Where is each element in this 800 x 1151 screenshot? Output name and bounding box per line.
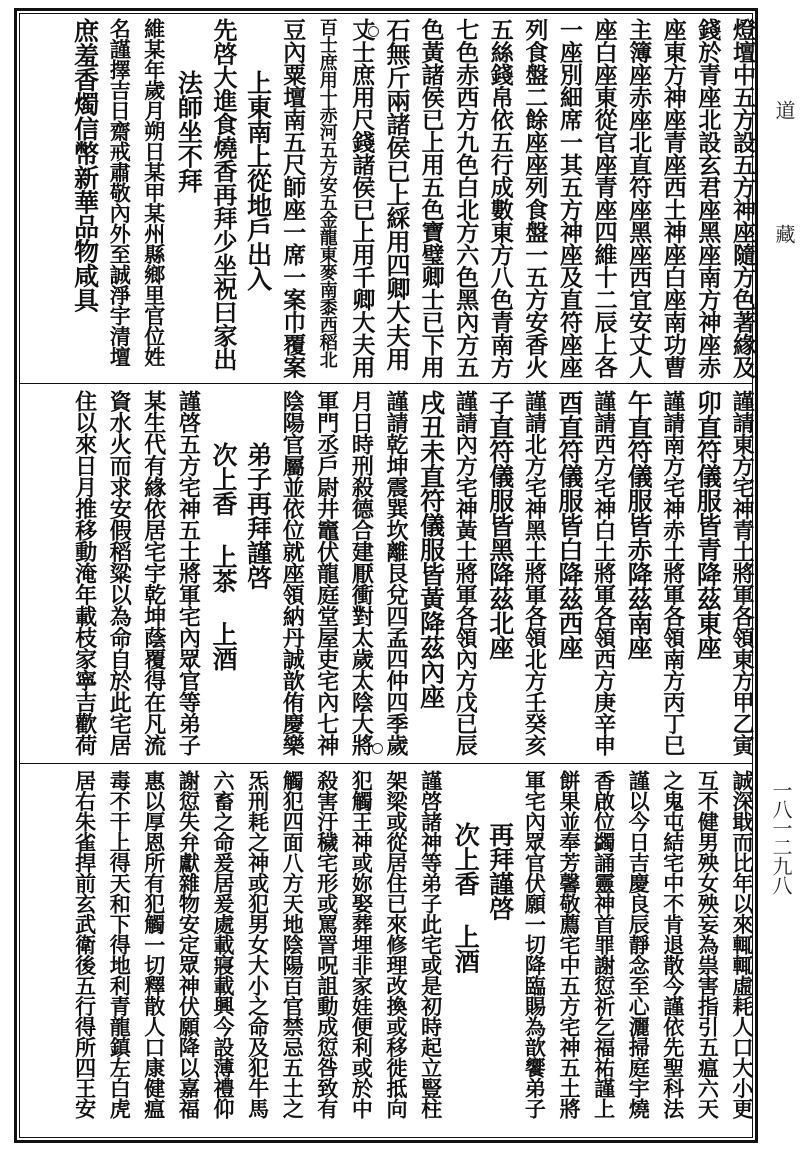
text-column: 餅果並奉芳馨敬薦宅中五方宅神五土將 — [557, 770, 582, 1119]
text-column: 誠深戢而比年以來輒輒虛耗人口大小更 — [730, 770, 755, 1119]
text-column: 互不健男殃女殃妄為祟害指引五瘟六天 — [695, 770, 721, 1119]
text-column: 次上香 上酒 — [451, 822, 481, 973]
text-column: 毒不干上得天和下得地利青龍鎮左白虎 — [107, 770, 133, 1119]
text-column: 香啟位蠲誦靈神首罪謝愆祈乞福祐謹上 — [591, 770, 617, 1119]
register-top — [20, 14, 756, 382]
text-column: 維某年歲月朔日某甲某州縣鄉里官位姓 — [141, 18, 167, 367]
text-column: 謹請西方宅神白土將軍各領西方庚辛申 — [590, 390, 617, 756]
text-column: 謝愆失弁獻雜物安定眾神伏願降以嘉福 — [176, 770, 202, 1119]
text-column: 石無斤兩諸侯已上綵用四卿大夫用 — [382, 18, 411, 371]
text-column: 座白座東從官座青座四維十二辰上各 — [590, 18, 618, 378]
text-column: 列食盤二餘座座列食盤一五方安香火 — [521, 18, 549, 378]
text-column: 名謹擇吉日齋戒肅敬內外至誠淨宇清壇 — [107, 18, 133, 367]
text-column: 謹請東方宅神青土將軍各領東方甲乙寅 — [729, 390, 755, 756]
text-column: 炁刑耗之神或犯男女大小之命及犯牛馬 — [245, 770, 271, 1119]
text-column: 謹請內方宅神黃土將軍各領內方戊已辰 — [452, 390, 479, 756]
text-column: 惠以厚恩所有犯觸一切釋散人口康健瘟 — [141, 770, 167, 1119]
text-column: 謹啓諸神等弟子此宅或是初時起立豎柱 — [418, 770, 444, 1119]
text-column: 居右朱雀捍前玄武衛後五行得所四王安 — [72, 770, 98, 1119]
text-column: 錢於青座北設玄君座黑座南方神座赤 — [694, 18, 722, 378]
register-middle — [20, 386, 753, 762]
text-column: 子直符儀服皆黑降茲北座 — [485, 390, 515, 660]
text-column: 謹請北方宅神黑土將軍各領北方壬癸亥 — [521, 390, 548, 756]
text-column: 法師坐不拜 — [174, 70, 204, 193]
text-column: 謹以今日吉慶良辰靜念至心灑掃庭宇燒 — [626, 770, 652, 1119]
register-divider — [19, 763, 753, 764]
text-column: 軍門丞戶尉井竈伏龍庭堂屋吏宅內七神 — [313, 390, 340, 756]
text-column: 住以來日月推移動淹年載枝家寧吉歡荷 — [71, 390, 98, 756]
text-column: 謹請乾坤震巽坎離艮兌四孟四仲四季歲 — [383, 390, 409, 756]
text-column: 資水火而求安假稻粱以為命自於此宅居 — [106, 390, 133, 756]
text-column: 上東南上從地戶出入 — [243, 70, 273, 291]
text-column: 架梁或從居住已來修理改換或移徙抵向 — [384, 770, 409, 1119]
text-column: 月日時刑殺德合建厭衝對太歲太陰大將 — [348, 390, 375, 756]
text-column: 戌丑未直符儀服皆黃降茲內座 — [416, 390, 446, 709]
text-column: 六畜之命爰居爰處載寢載興今設薄禮仰 — [211, 770, 236, 1119]
text-column: 午直符儀服皆赤降茲南座 — [624, 390, 654, 660]
text-column: 之鬼屯結宅中不肯退散今謹依先聖科法 — [660, 770, 686, 1119]
text-column: 先啓大進食燒香再拜少坐祝曰家出 — [209, 18, 238, 371]
text-column: 次上香 上茶 上酒 — [209, 442, 238, 671]
text-column: 色黃諸侯已上用五色寶璧卿士已下用 — [417, 18, 445, 378]
text-column: 犯觸王神或妳娶葬埋非家娃便利或於中 — [349, 770, 375, 1119]
register-divider — [19, 383, 753, 384]
text-column: 豆內粟壇南五尺師座一席一案巾覆案 — [279, 18, 307, 378]
text-column: 七色赤西方九色白北方六色黑內方五 — [452, 18, 480, 378]
text-column: 座東方神座青座西土神座白座南功曹 — [659, 18, 687, 378]
text-column: 卯直符儀服皆青降茲東座 — [693, 390, 723, 660]
text-column: 殺害汙穢宅形或罵詈呪詛動成愆咎致有 — [314, 770, 340, 1119]
text-column: 謹啓五方宅神五土將軍宅內眾官等弟子 — [175, 390, 202, 756]
text-column: 丈士庶用尺錢諸侯已上用千卿大夫用 — [348, 18, 376, 378]
text-column: 主簿座赤座北直符座黑座西宜安丈人 — [625, 18, 653, 378]
text-column: 燈壇中五方設五方神座隨方色著緣及 — [729, 18, 756, 378]
folio-number: 一八一二九八 — [769, 780, 793, 894]
text-column: 觸犯四面八方天地陰陽百官禁忌五土之 — [280, 770, 306, 1119]
text-column: 軍宅內眾官伏願一切降臨賜為歆饗弟子 — [522, 770, 548, 1119]
text-column: 再拜謹啓 — [485, 822, 515, 920]
text-column: 一座別細席一其五方神座及直符座座 — [556, 18, 583, 378]
text-column: 酉直符儀服皆白降茲西座 — [555, 390, 584, 660]
text-column: 陰陽官屬並依位就座領納丹誠歆侑慶樂 — [279, 390, 306, 756]
text-column: 庶羞香燭信幣新華品物咸具 — [70, 18, 100, 312]
register-bottom — [20, 766, 753, 1138]
text-column: 某生代有緣依居宅宇乾坤蔭覆得在凡流 — [140, 390, 167, 756]
text-column: 謹請南方宅神赤土將軍各領南方丙丁巳 — [659, 390, 686, 756]
text-column: 百士庶用十赤河五方安五金龍東麥南黍西稻北 — [316, 18, 338, 368]
canon-title-mark: 道 藏 — [772, 100, 796, 284]
text-column: 五絲錢帛依五行成數東方八色青南方 — [486, 18, 514, 378]
text-column: 弟子再拜謹啓 — [243, 442, 273, 589]
